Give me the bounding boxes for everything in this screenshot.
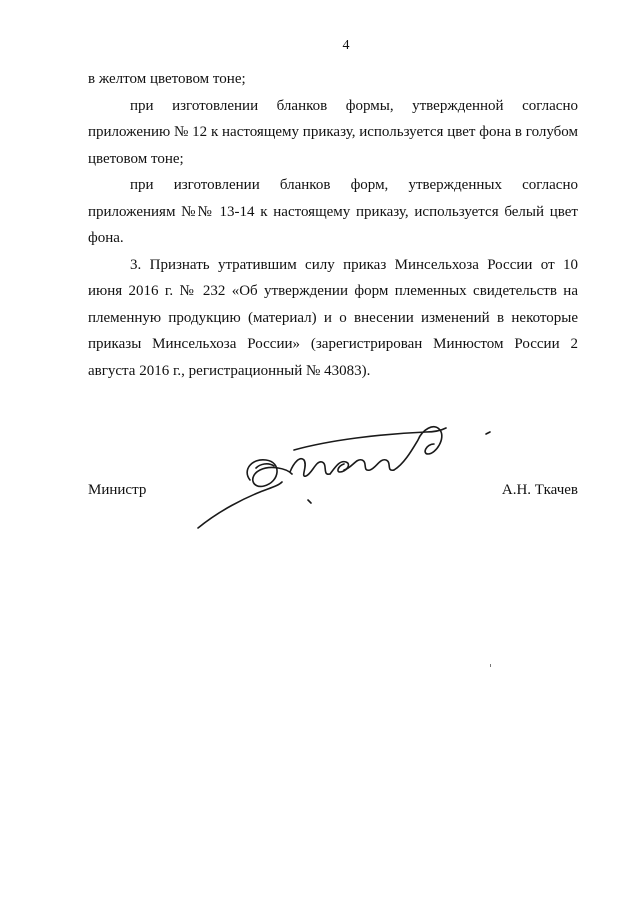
paragraph-repeal-order: 3. Признать утратившим силу приказ Минсельхоза России от 10 июня 2016 г. № 232 «Об утверждении форм племенных свидетельств на племенную продукцию (материал) и о внесении изменений в некоторые приказы Минсельхоза России» (зарегистрирован Минюстом России 2 августа 2016 г., регистрационный № 43083). — [88, 256, 578, 379]
document-body — [88, 66, 578, 384]
handwritten-signature — [190, 410, 500, 540]
paragraph-continuation: в желтом цветовом тоне; — [88, 71, 246, 87]
scan-speck — [490, 664, 491, 667]
signatory-name: А.Н. Ткачев — [501, 482, 578, 498]
signatory-title: Министр — [88, 482, 147, 498]
paragraph-forms-13-14: при изготовлении бланков форм, утвержденных согласно приложениям №№ 13-14 к настоящему приказу, используется белый цвет фона. — [88, 177, 578, 246]
paragraph-form-12: при изготовлении бланков формы, утвержденной согласно приложению № 12 к настоящему приказу, используется цвет фона в голубом цветовом тоне; — [88, 97, 578, 167]
page-number: 4 — [342, 38, 350, 53]
signature-block — [88, 482, 578, 502]
